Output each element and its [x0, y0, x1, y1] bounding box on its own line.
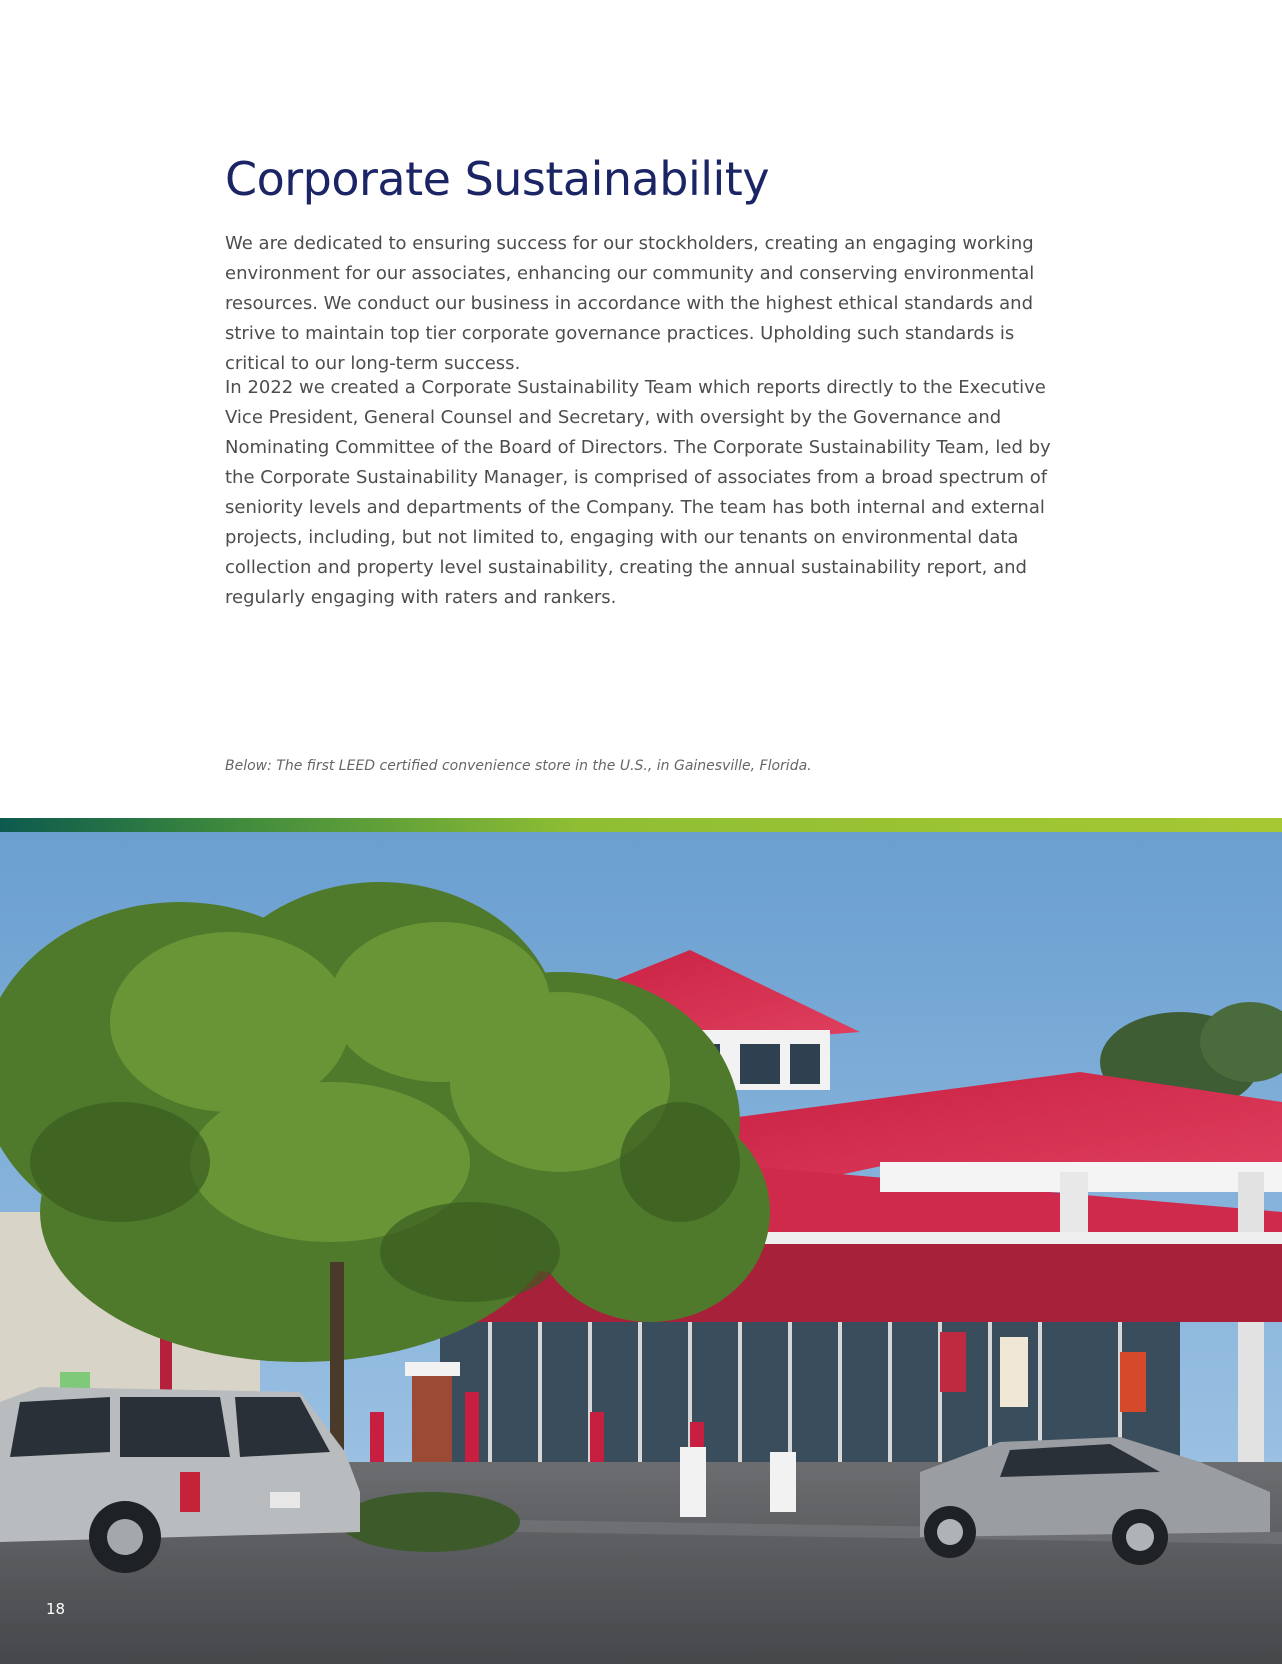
page-title: Corporate Sustainability	[225, 152, 770, 206]
photo-caption: Below: The first LEED certified convenience store in the U.S., in Gainesville, Florida.	[225, 758, 812, 774]
intro-paragraph: We are dedicated to ensuring success for our stockholders, creating an engaging working environment for our associates, enhancing our community and conserving environmental resources. We conduct our business in accordance with the highest ethical standards and strive to maintain top tier corporate governance practices. Upholding such standards is critical to our long-term success.	[225, 233, 1035, 374]
team-paragraph: In 2022 we created a Corporate Sustainability Team which reports directly to the Executive Vice President, General Counsel and Secretary, with oversight by the Governance and Nominating Committee of the Board of Directors. The Corporate Sustainability Team, led by the Corporate Sustainability Manager, is comprised of associates from a broad spectrum of seniority levels and departments of the Company. The team has both internal and external projects, including, but not limited to, engaging with our tenants on environmental data collection and property level sustainability, creating the annual sustainability report, and regularly engaging with raters and rankers.	[225, 377, 1051, 608]
gradient-divider-band	[0, 818, 1282, 832]
store-photo	[0, 832, 1282, 1664]
page-number: 18	[46, 1600, 66, 1618]
